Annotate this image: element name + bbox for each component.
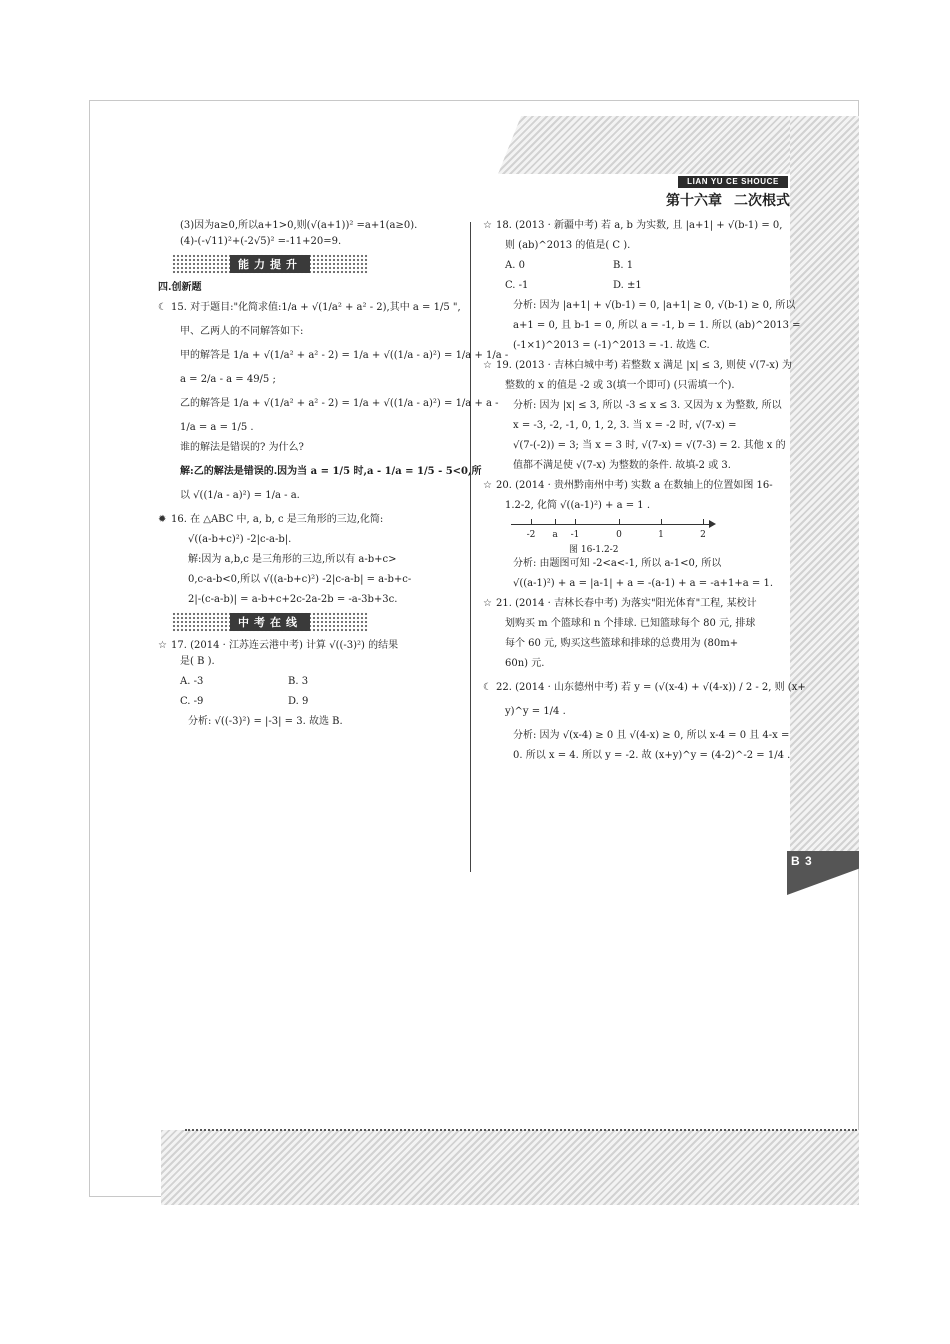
analysis-line: a+1 = 0, 且 b-1 = 0, 所以 a = -1, b = 1. 所以 (ab)^2013 = xyxy=(513,320,801,331)
analysis-line: √((a-1)²) + a = |a-1| + a = -(a-1) + a = -a+1+a = 1. xyxy=(513,578,774,589)
star-icon: ☆ xyxy=(158,640,167,651)
gear-icon: ✹ xyxy=(158,514,167,525)
text-line: 甲的解答是 1/a + √(1/a² + a² - 2) = 1/a + √((1/a - a)²) = 1/a + 1/a - xyxy=(180,350,509,361)
star-icon: ☆ xyxy=(483,360,492,371)
options-row: A. -3 B. 3 xyxy=(180,676,309,687)
question-16: ✹ 16. 在 △ABC 中, a, b, c 是三角形的三边,化简: xyxy=(158,512,462,528)
text-line: 2|-(c-a-b)| = a-b+c+2c-2a-2b = -a-3b+3c. xyxy=(188,594,398,605)
section-banner xyxy=(172,254,368,274)
text-line: (4)-(-√11)²+(-2√5)² =-11+20=9. xyxy=(180,236,342,247)
text-line: y)^y = 1/4 . xyxy=(505,706,566,717)
axis-tick xyxy=(555,519,556,525)
star-icon: ☆ xyxy=(483,598,492,609)
question-18: ☆ 18. (2013 · 新疆中考) 若 a, b 为实数, 且 |a+1| + √(b-1) = 0, xyxy=(483,218,787,234)
text-line: 划购买 m 个篮球和 n 个排球. 已知篮球每个 80 元, 排球 xyxy=(505,618,756,629)
text-line: 是( B ). xyxy=(180,656,215,667)
axis-tick xyxy=(619,519,620,525)
section-title: 能力提升 xyxy=(230,255,310,273)
star-icon: ☆ xyxy=(483,220,492,231)
chapter-heading xyxy=(664,190,790,210)
question-21: ☆ 21. (2014 · 吉林长春中考) 为落实"阳光体育"工程, 某校计 xyxy=(483,596,787,612)
moon-icon: ☾ xyxy=(483,682,492,693)
text-line: 乙的解答是 1/a + √(1/a² + a² - 2) = 1/a + √((1/a - a)²) = 1/a + a - xyxy=(180,398,499,409)
tick-label: -2 xyxy=(526,530,536,540)
text-line: 甲、乙两人的不同解答如下: xyxy=(180,326,304,337)
tick-label: 1 xyxy=(658,530,664,540)
tick-label: a xyxy=(552,530,558,540)
chapter-number: 第十六章 xyxy=(666,193,722,209)
tick-label: 2 xyxy=(700,530,706,540)
text-line: 60n) 元. xyxy=(505,658,545,669)
text-line: √((a-b+c)²) -2|c-a-b|. xyxy=(188,534,292,545)
question-19: ☆ 19. (2013 · 吉林白城中考) 若整数 x 满足 |x| ≤ 3, 则使 √(7-x) 为 xyxy=(483,358,787,374)
solution-line: 解:因为 a,b,c 是三角形的三边,所以有 a-b+c> xyxy=(188,554,397,565)
number-line-axis xyxy=(511,524,711,525)
analysis-line: 分析: 因为 √(x-4) ≥ 0 且 √(4-x) ≥ 0, 所以 x-4 = 0 且 4-x = xyxy=(513,730,790,741)
text-line: 0,c-a-b<0,所以 √((a-b+c)²) -2|c-a-b| = a-b+c- xyxy=(188,574,412,585)
analysis-line: 0. 所以 x = 4. 所以 y = -2. 故 (x+y)^y = (4-2)^-2 = 1/4 . xyxy=(513,750,791,761)
options-row: C. -9 D. 9 xyxy=(180,696,309,707)
moon-icon: ☾ xyxy=(158,302,167,313)
figure-caption: 图 16-1.2-2 xyxy=(569,545,619,555)
solution-line: 解:乙的解法是错误的.因为当 a = 1/5 时,a - 1/a = 1/5 - 5<0,所 xyxy=(180,466,482,477)
options-row: C. -1 D. ±1 xyxy=(505,280,642,291)
text-line: a = 2/a - a = 49/5 ; xyxy=(180,374,276,385)
tick-label: -1 xyxy=(570,530,580,540)
question-15: ☾ 15. 对于题目:"化简求值:1/a + √(1/a² + a² - 2),其中 a = 1/5 ", xyxy=(158,300,462,316)
chapter-title: 二次根式 xyxy=(734,193,790,209)
options-row: A. 0 B. 1 xyxy=(505,260,634,271)
analysis-line: 分析: 由题图可知 -2<a<-1, 所以 a-1<0, 所以 xyxy=(513,558,722,569)
left-column xyxy=(158,218,509,730)
question-17: ☆ 17. (2014 · 江苏连云港中考) 计算 √((-3)²) 的结果 xyxy=(158,638,462,654)
text-line: 谁的解法是错误的? 为什么? xyxy=(180,442,304,453)
question-22: ☾ 22. (2014 · 山东德州中考) 若 y = (√(x-4) + √(4-x)) / 2 - 2, 则 (x+ xyxy=(483,680,787,696)
right-column xyxy=(483,218,806,764)
number-line-figure xyxy=(511,516,787,556)
text-line: (3)因为a≥0,所以a+1>0,则(√(a+1))² =a+1(a≥0). xyxy=(180,220,418,231)
text-line: 整数的 x 的值是 -2 或 3(填一个即可) (只需填一个). xyxy=(505,380,735,391)
tick-label: 0 xyxy=(616,530,622,540)
section-banner xyxy=(172,612,368,632)
analysis-line: x = -3, -2, -1, 0, 1, 2, 3. 当 x = -2 时, √(7-x) = xyxy=(513,420,737,431)
column-divider xyxy=(470,222,471,872)
star-icon: ☆ xyxy=(483,480,492,491)
text-line: 1.2-2, 化简 √((a-1)²) + a = 1 . xyxy=(505,500,651,511)
page-number: B 3 xyxy=(791,854,813,868)
axis-tick xyxy=(703,519,704,525)
analysis-line: 值都不满足使 √(7-x) 为整数的条件. 故填-2 或 3. xyxy=(513,460,731,471)
decorative-hatch-band-right xyxy=(790,116,859,851)
analysis-line: √(7-(-2)) = 3; 当 x = 3 时, √(7-x) = √(7-3) = 2. 其他 x 的 xyxy=(513,440,786,451)
decorative-hatch-band-bottom xyxy=(161,1130,859,1205)
axis-tick xyxy=(661,519,662,525)
section-title: 中考在线 xyxy=(230,613,310,631)
axis-tick xyxy=(575,519,576,525)
text-line: 则 (ab)^2013 的值是( C ). xyxy=(505,240,631,251)
axis-tick xyxy=(531,519,532,525)
analysis-line: (-1×1)^2013 = (-1)^2013 = -1. 故选 C. xyxy=(513,340,710,351)
series-tag: LIAN YU CE SHOUCE xyxy=(678,176,788,188)
analysis-line: 分析: √((-3)²) = |-3| = 3. 故选 B. xyxy=(188,716,343,727)
text-line: 以 √((1/a - a)²) = 1/a - a. xyxy=(180,490,300,501)
analysis-line: 分析: 因为 |a+1| + √(b-1) = 0, |a+1| ≥ 0, √(b-1) ≥ 0, 所以 xyxy=(513,300,796,311)
question-20: ☆ 20. (2014 · 贵州黔南州中考) 实数 a 在数轴上的位置如图 16- xyxy=(483,478,787,494)
analysis-line: 分析: 因为 |x| ≤ 3, 所以 -3 ≤ x ≤ 3. 又因为 x 为整数, 所以 xyxy=(513,400,782,411)
text-line: 1/a = a = 1/5 . xyxy=(180,422,254,433)
dotted-rule xyxy=(185,1129,857,1131)
text-line: 每个 60 元, 购买这些篮球和排球的总费用为 (80m+ xyxy=(505,638,739,649)
sub-heading: 四.创新题 xyxy=(158,282,202,293)
